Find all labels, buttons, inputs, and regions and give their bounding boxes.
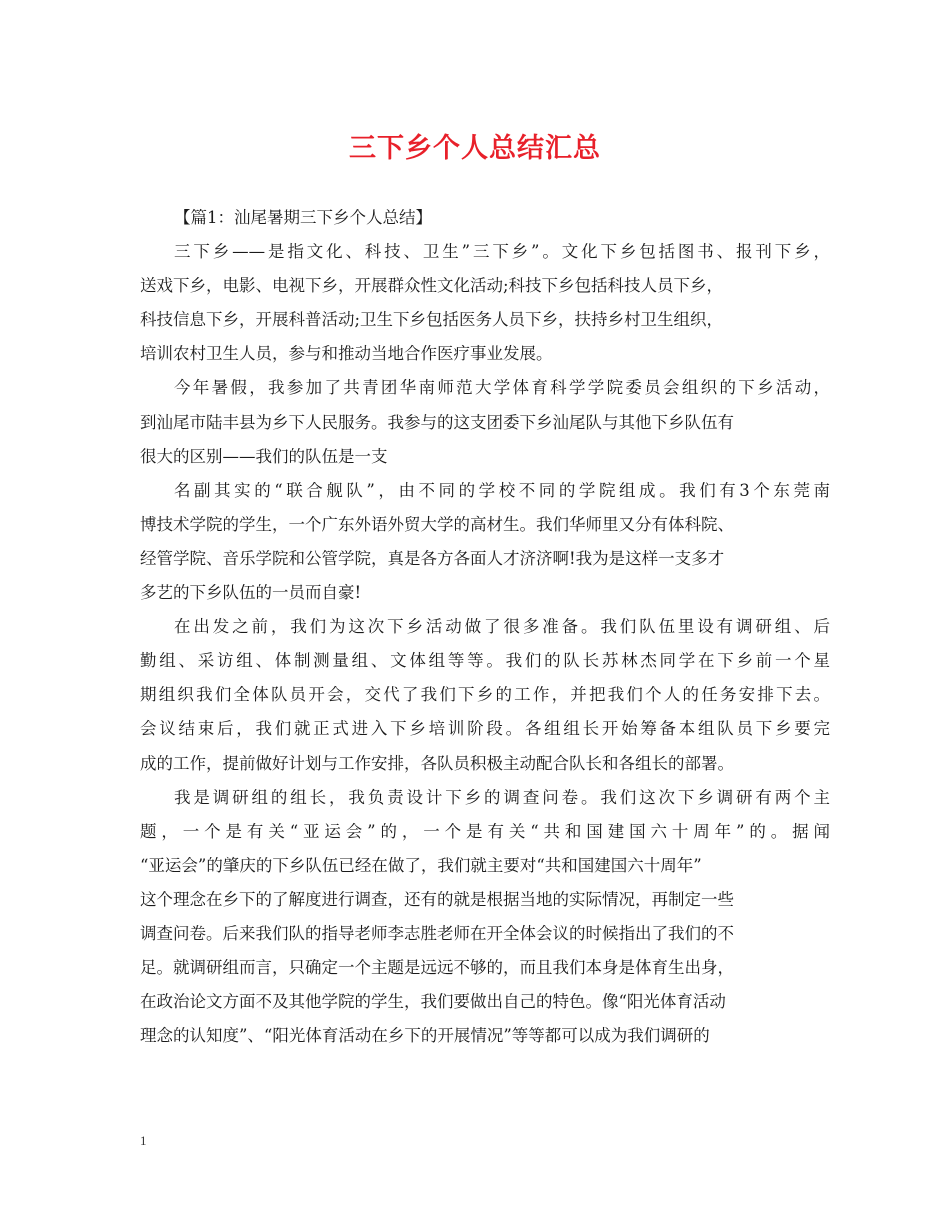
text-line: 我是调研组的组长，我负责设计下乡的调查问卷。我们这次下乡调研有两个主: [174, 787, 830, 807]
text-line: 博技术学院的学生，一个广东外语外贸大学的高材生。我们华师里又分有体科院、: [140, 514, 734, 534]
text-line: 多艺的下乡队伍的一员而自豪!: [140, 583, 362, 603]
text-line: 足。就调研组而言，只确定一个主题是远远不够的，而且我们本身是体育生出身，: [140, 958, 734, 978]
text-line: 这个理念在乡下的了解度进行调查，还有的就是根据当地的实际情况，再制定一些: [140, 889, 734, 909]
text-line: 今年暑假，我参加了共青团华南师范大学体育科学学院委员会组织的下乡活动，: [174, 378, 830, 398]
text-line: 题，一个是有关“亚运会”的，一个是有关“共和国建国六十周年”的。据闻: [140, 821, 830, 841]
text-line: “亚运会”的肇庆的下乡队伍已经在做了，我们就主要对“共和国建国六十周年”: [140, 855, 702, 875]
text-line: 三下乡——是指文化、科技、卫生”三下乡”。文化下乡包括图书、报刊下乡，: [174, 242, 830, 262]
text-line: 很大的区别——我们的队伍是一支: [140, 446, 388, 466]
text-line: 名副其实的“联合舰队”，由不同的学校不同的学院组成。我们有3个东莞南: [174, 480, 830, 500]
text-line: 调查问卷。后来我们队的指导老师李志胜老师在开全体会议的时候指出了我们的不: [140, 923, 734, 943]
text-line: 成的工作，提前做好计划与工作安排，各队员积极主动配合队长和各组长的部署。: [140, 753, 734, 773]
text-line: 培训农村卫生人员，参与和推动当地合作医疗事业发展。: [140, 344, 553, 364]
text-line: 会议结束后，我们就正式进入下乡培训阶段。各组组长开始筹备本组队员下乡要完: [140, 719, 830, 739]
text-line: 在政治论文方面不及其他学院的学生，我们要做出自己的特色。像“阳光体育活动: [140, 992, 726, 1012]
section-heading: [140, 201, 830, 235]
text-line: 期组织我们全体队员开会，交代了我们下乡的工作，并把我们个人的任务安排下去。: [140, 685, 830, 705]
text-line: 到汕尾市陆丰县为乡下人民服务。我参与的这支团委下乡汕尾队与其他下乡队伍有: [140, 412, 734, 432]
text-line: 理念的认知度”、“阳光体育活动在乡下的开展情况”等等都可以成为我们调研的: [140, 1026, 710, 1046]
paragraph-lines: [140, 235, 830, 1053]
text-line: 经管学院、音乐学院和公管学院，真是各方各面人才济济啊!我为是这样一支多才: [140, 548, 725, 568]
text-line: 在出发之前，我们为这次下乡活动做了很多准备。我们队伍里设有调研组、后: [174, 617, 830, 637]
document-body: [140, 201, 830, 1053]
text-line: 科技信息下乡，开展科普活动;卫生下乡包括医务人员下乡，扶持乡村卫生组织，: [140, 310, 724, 330]
text-line: 送戏下乡，电影、电视下乡，开展群众性文化活动;科技下乡包括科技人员下乡，: [140, 276, 724, 296]
document-title: 三下乡个人总结汇总: [349, 133, 601, 164]
text-line: 勤组、采访组、体制测量组、文体组等等。我们的队长苏林杰同学在下乡前一个星: [140, 651, 830, 671]
section-heading-text: 【篇1：汕尾暑期三下乡个人总结】: [174, 208, 432, 227]
page-number: 1: [140, 1133, 147, 1148]
